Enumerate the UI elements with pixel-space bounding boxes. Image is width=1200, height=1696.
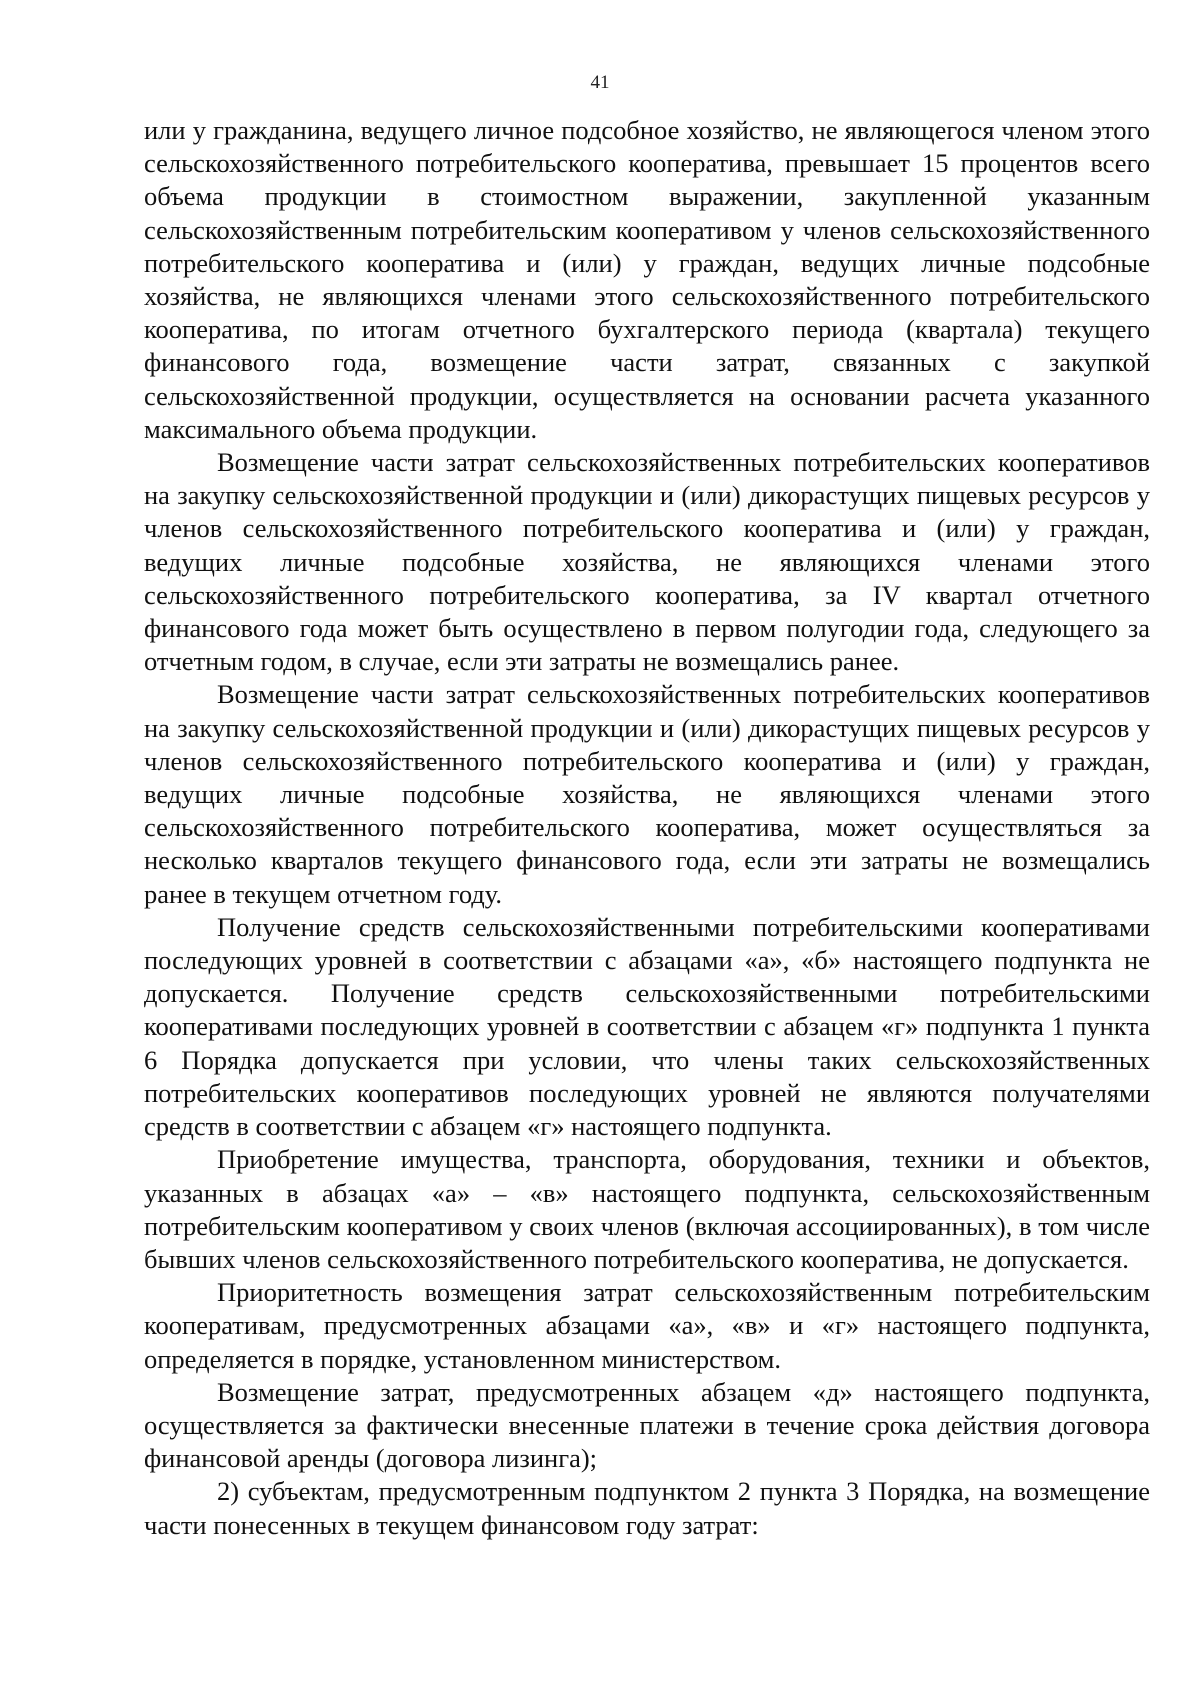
page-number: 41 <box>590 72 610 93</box>
paragraph: Приоритетность возмещения затрат сельскохозяйственным потребительским кооперативам, предусмотренных абзацами «а», «в» и «г» настоящего подпункта, определяется в порядке, установленном министерством. <box>144 1277 1150 1374</box>
paragraph: Приобретение имущества, транспорта, оборудования, техники и объектов, указанных в абзацах «а» – «в» настоящего подпункта, сельскохозяйственным потребительским кооперативом у своих членов (включая ассоциированных), в том числе бывших членов сельскохозяйственного потребительского кооператива, не допускается. <box>144 1144 1150 1274</box>
paragraph: Возмещение затрат, предусмотренных абзацем «д» настоящего подпункта, осуществляется за фактически внесенные платежи в течение срока действия договора финансовой аренды (договора лизинга); <box>144 1376 1150 1474</box>
document-body <box>144 114 1150 1542</box>
paragraph: Получение средств сельскохозяйственными потребительскими кооперативами последующих уровней в соответствии с абзацами «а», «б» настоящего подпункта не допускается. Получение средств сельскохозяйственными потребительскими кооперативами последующих уровней в соответствии с абзацем «г» подпункта 1 пункта 6 Порядка допускается при условии, что члены таких сельскохозяйственных потребительских кооперативов последующих уровней не являются получателями средств в соответствии с абзацем «г» настоящего подпункта. <box>144 911 1150 1142</box>
paragraph: Возмещение части затрат сельскохозяйственных потребительских кооперативов на закупку сельскохозяйственной продукции и (или) дикорастущих пищевых ресурсов у членов сельскохозяйственного потребительского кооператива и (или) у граждан, ведущих личные подсобные хозяйства, не являющихся членами этого сельскохозяйственного потребительского кооператива, за IV квартал отчетного финансового года может быть осуществлено в первом полугодии года, следующего за отчетным годом, в случае, если эти затраты не возмещались ранее. <box>144 447 1150 677</box>
paragraph-list-item: 2) субъектам, предусмотренным подпунктом 2 пункта 3 Порядка, на возмещение части понесенных в текущем финансовом году затрат: <box>144 1476 1150 1540</box>
paragraph-continuation: или у гражданина, ведущего личное подсобное хозяйство, не являющегося членом этого сельскохозяйственного потребительского кооператива, превышает 15 процентов всего объема продукции в стоимостном выражении, закупленной указанным сельскохозяйственным потребительским кооперативом у членов сельскохозяйственного потребительского кооператива и (или) у граждан, ведущих личные подсобные хозяйства, не являющихся членами этого сельскохозяйственного потребительского кооператива, по итогам отчетного бухгалтерского периода (квартала) текущего финансового года, возмещение части затрат, связанных с закупкой сельскохозяйственной продукции, осуществляется на основании расчета указанного максимального объема продукции. <box>144 115 1150 444</box>
paragraph: Возмещение части затрат сельскохозяйственных потребительских кооперативов на закупку сельскохозяйственной продукции и (или) дикорастущих пищевых ресурсов у членов сельскохозяйственного потребительского кооператива и (или) у граждан, ведущих личные подсобные хозяйства, не являющихся членами этого сельскохозяйственного потребительского кооператива, может осуществляться за несколько кварталов текущего финансового года, если эти затраты не возмещались ранее в текущем отчетном году. <box>144 679 1150 909</box>
